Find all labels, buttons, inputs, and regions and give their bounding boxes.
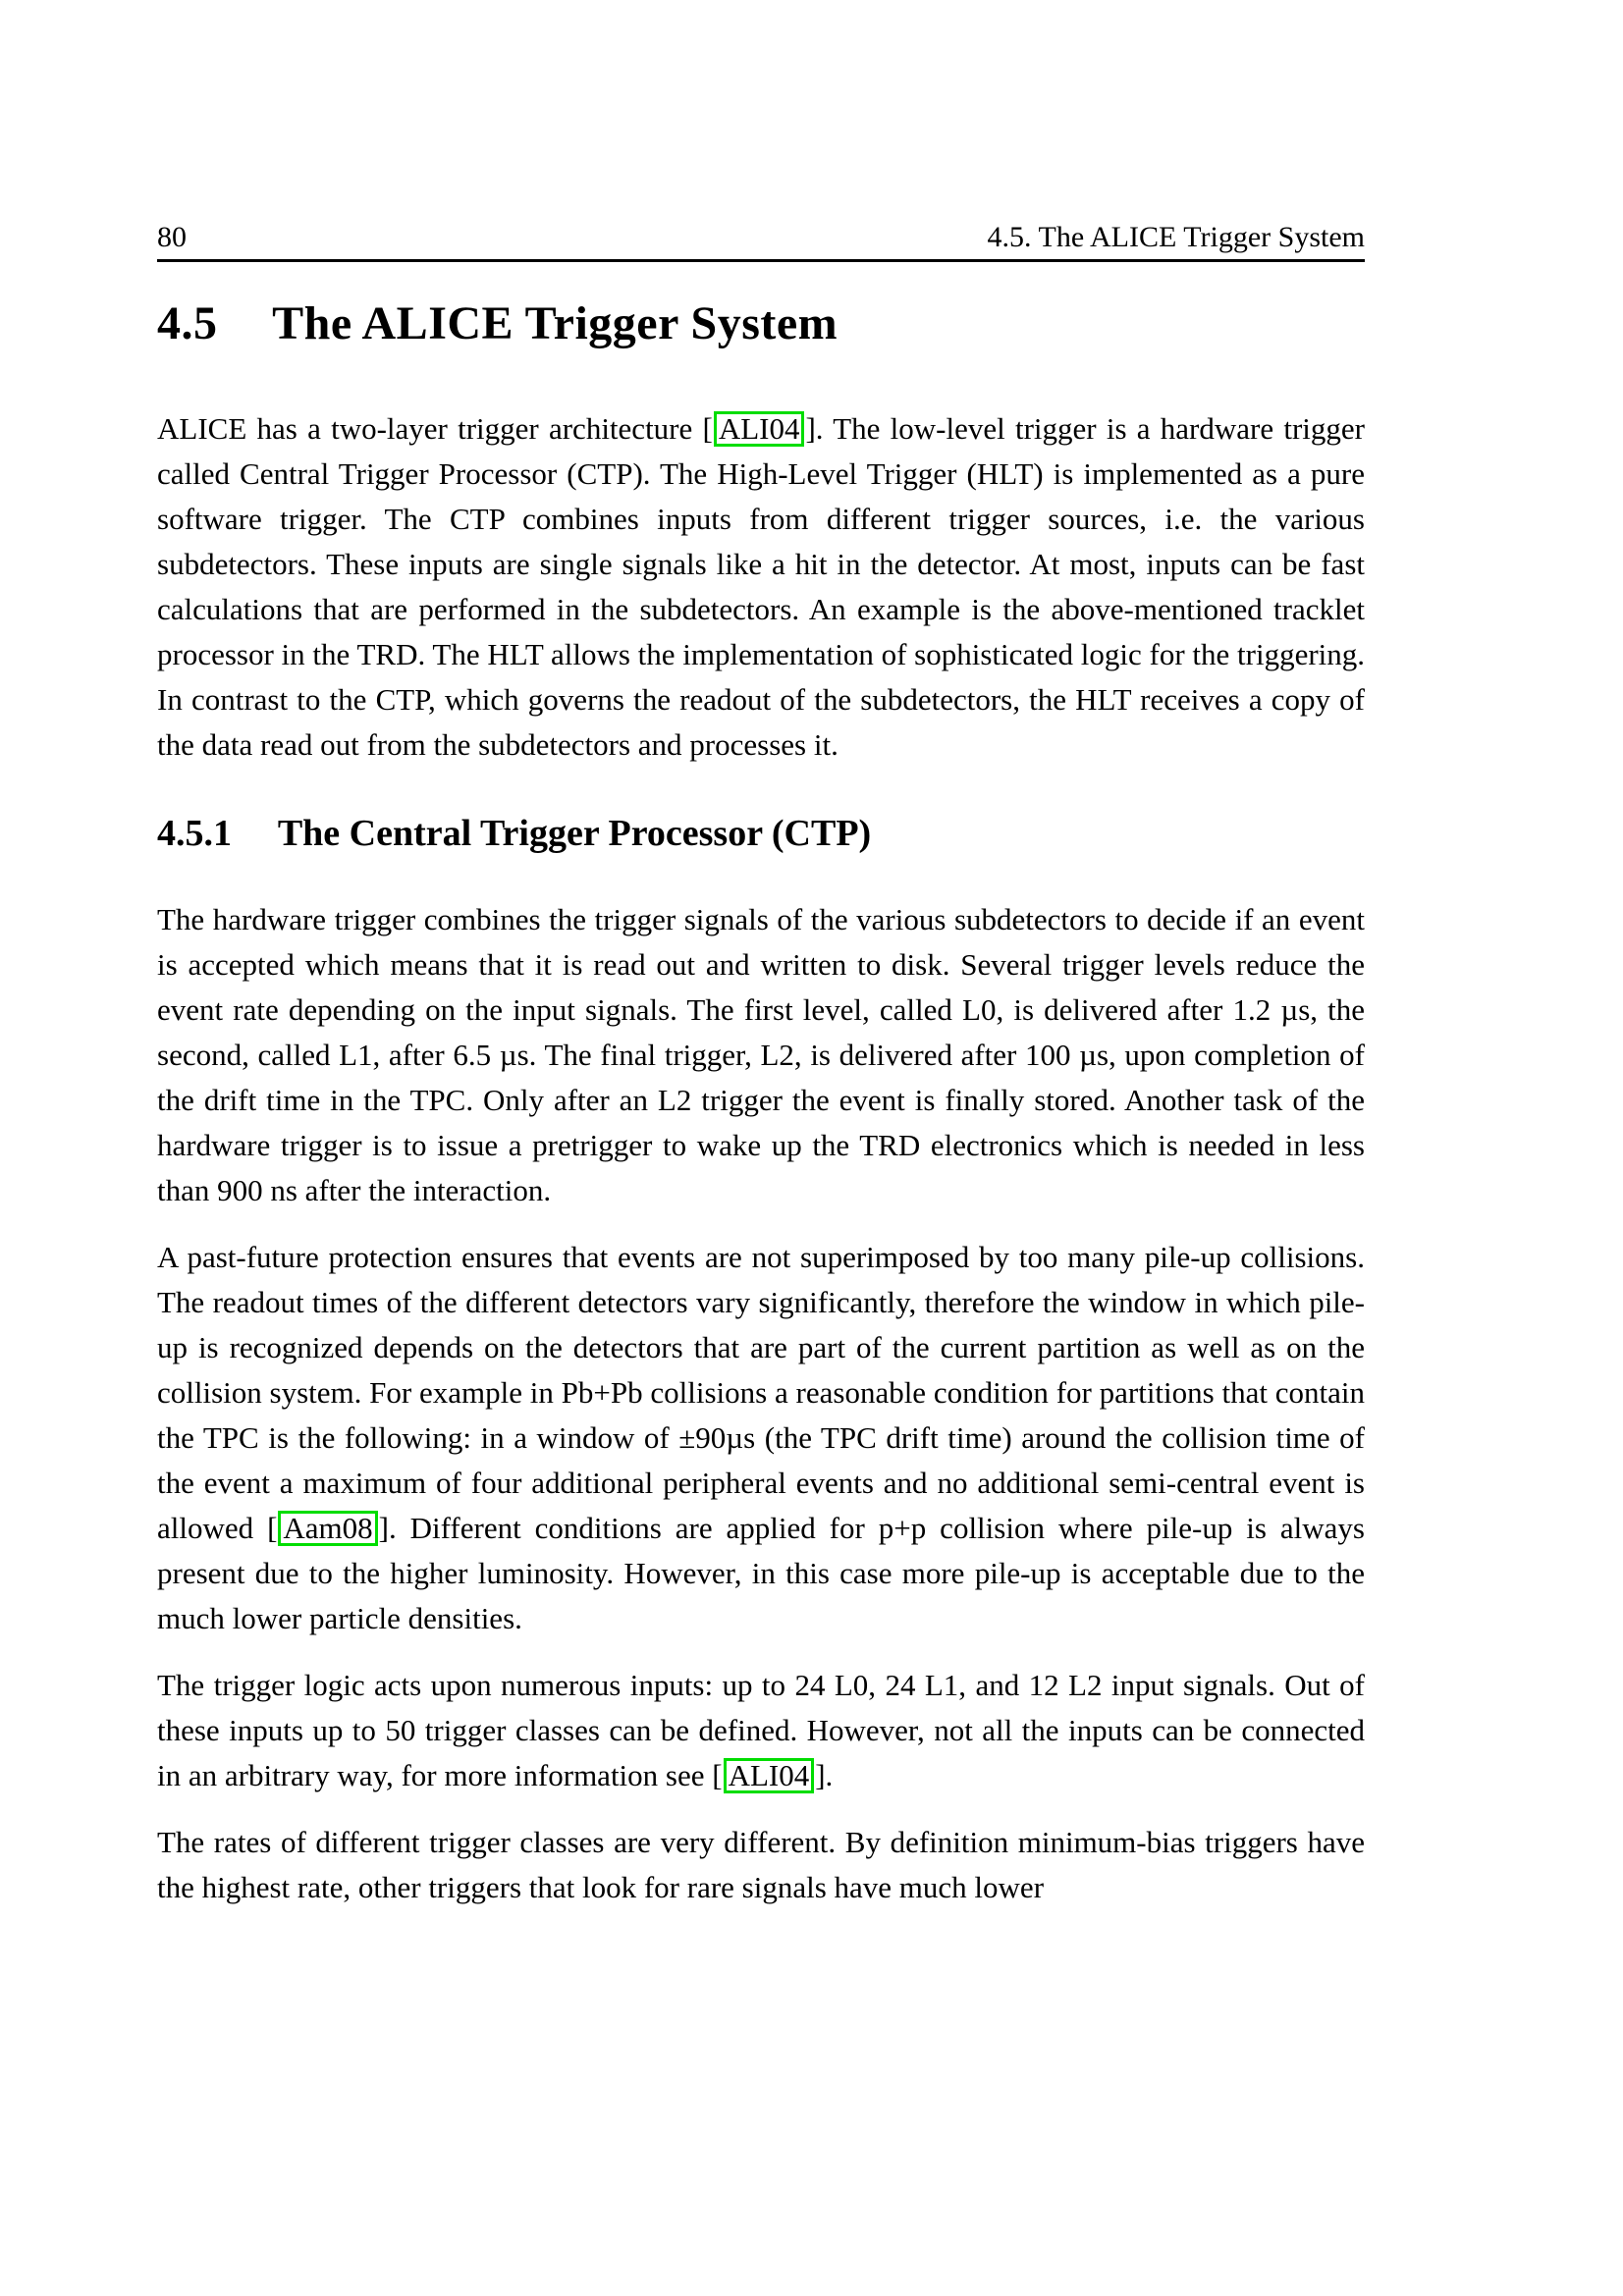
section-heading: [157, 297, 1365, 350]
paragraph-text: The trigger logic acts upon numerous inputs: up to 24 L0, 24 L1, and 12 L2 input signals. Out of these inputs up to 50 trigger classes can be defined. However, not all the inputs can be connected in an arbitrary way, for more information see [: [157, 1667, 1365, 1792]
section-title: The ALICE Trigger System: [272, 296, 839, 349]
subsection-number: 4.5.1: [157, 813, 232, 855]
page-number: 80: [157, 221, 187, 253]
paragraph-trigger-logic: [157, 1663, 1365, 1798]
citation-label: ALI04: [728, 1757, 810, 1792]
subsection-heading: [157, 813, 1365, 856]
paragraph-past-future-protection: [157, 1235, 1365, 1641]
citation-link-ali04-2[interactable]: [724, 1758, 815, 1793]
section-number: 4.5: [157, 296, 218, 349]
paragraph-text: ]. Different conditions are applied for p+p collision where pile-up is always present due to the higher luminosity. However, in this case more pile-up is acceptable due to the much lower particle densities.: [157, 1510, 1365, 1635]
citation-link-aam08[interactable]: [278, 1511, 377, 1546]
paragraph-text: ].: [815, 1757, 834, 1792]
running-title: 4.5. The ALICE Trigger System: [987, 221, 1365, 253]
paragraph-text: A past-future protection ensures that events are not superimposed by too many pile-up collisions. The readout times of the different detectors vary significantly, therefore the window in which pile-up is recognized depends on the detectors that are part of the current partition as well as on the collision system. For example in Pb+Pb collisions a reasonable condition for partitions that contain the TPC is the following: in a window of ±90µs (the TPC drift time) around the collision time of the event a maximum of four additional peripheral events and no additional semi-central event is allowed [: [157, 1239, 1365, 1545]
paragraph-trigger-rates: [157, 1820, 1365, 1910]
subsection-title: The Central Trigger Processor (CTP): [277, 813, 872, 855]
citation-label: Aam08: [283, 1510, 373, 1545]
paragraph-text: ALICE has a two-layer trigger architecture [: [157, 411, 713, 447]
text-column: [157, 0, 1365, 1932]
paragraph-text: ]. The low-level trigger is a hardware trigger called Central Trigger Processor (CTP). The High-Level Trigger (HLT) is implemented as a pure software trigger. The CTP combines inputs from different trigger sources, i.e. the various subdetectors. These inputs are single signals like a hit in the detector. At most, inputs can be fast calculations that are performed in the subdetectors. An example is the above-mentioned tracklet processor in the TRD. The HLT allows the implementation of sophisticated logic for the triggering. In contrast to the CTP, which governs the readout of the subdetectors, the HLT receives a copy of the data read out from the subdetectors and processes it.: [157, 411, 1366, 763]
paragraph-text: The rates of different trigger classes are very different. By definition minimum-bias triggers have the highest rate, other triggers that look for rare signals have much lower: [157, 1824, 1365, 1904]
paragraph-trigger-levels: [157, 897, 1365, 1213]
citation-label: ALI04: [718, 411, 800, 447]
header-rule: [157, 259, 1365, 262]
paragraph-text: The hardware trigger combines the trigger signals of the various subdetectors to decide if an event is accepted which means that it is read out and written to disk. Several trigger levels reduce the event rate depending on the input signals. The first level, called L0, is delivered after 1.2 µs, the second, called L1, after 6.5 µs. The final trigger, L2, is delivered after 100 µs, upon completion of the drift time in the TPC. Only after an L2 trigger the event is finally stored. Another task of the hardware trigger is to issue a pretrigger to wake up the TRD electronics which is needed in less than 900 ns after the interaction.: [157, 901, 1365, 1207]
paragraph-intro: [157, 406, 1365, 768]
page-header: [157, 222, 1365, 253]
citation-link-ali04[interactable]: [714, 411, 805, 447]
